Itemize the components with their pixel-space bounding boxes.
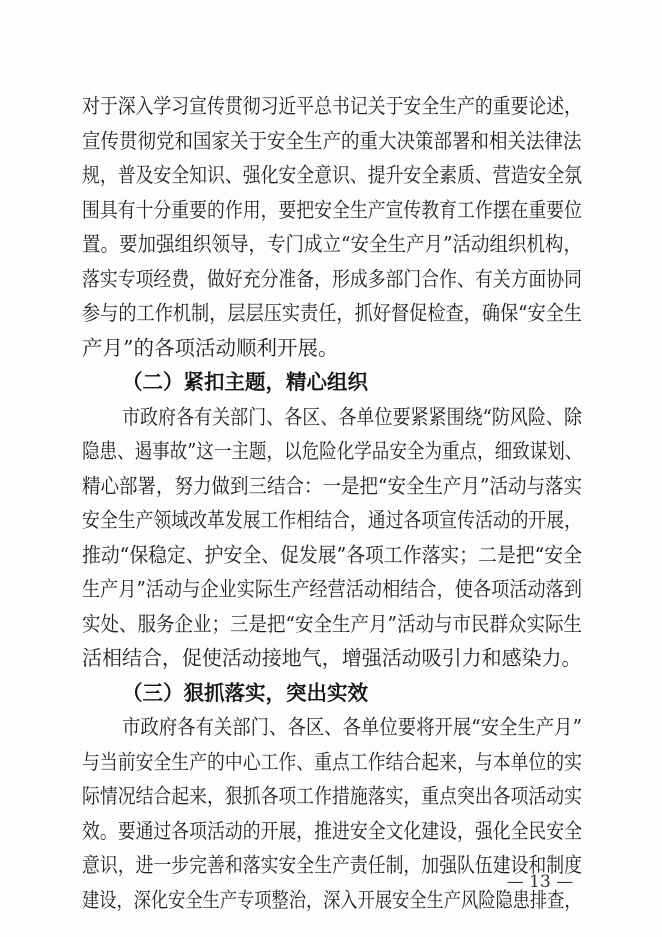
text-line: 际情况结合起来，狠抓各项工作措施落实，重点突出各项活动实 bbox=[82, 784, 582, 808]
text-line: 精心部署，努力做到三结合：一是把“安全生产月”活动与落实 bbox=[82, 473, 582, 498]
text-line: 实处、服务企业；三是把“安全生产月”活动与市民群众实际生 bbox=[82, 611, 582, 636]
text-line: 隐患、遏事故”这一主题，以危险化学品安全为重点，细致谋划、 bbox=[82, 439, 583, 463]
text-line: 推动“保稳定、护安全、促发展”各项工作落实；二是把“安全 bbox=[82, 542, 582, 567]
text-line: 市政府各有关部门、各区、各单位要将开展“安全生产月” bbox=[122, 715, 582, 739]
page-number: — 13 — bbox=[506, 872, 574, 892]
section-heading: （二）紧扣主题，精心组织 bbox=[122, 370, 368, 394]
section-heading: （三）狠抓落实，突出实效 bbox=[122, 680, 368, 705]
text-line: 安全生产领域改革发展工作相结合，通过各项宣传活动的开展， bbox=[82, 508, 582, 532]
text-line: 宣传贯彻党和国家关于安全生产的重大决策部署和相关法律法 bbox=[82, 128, 582, 153]
text-line: 建设，深化安全生产专项整治，深入开展安全生产风险隐患排查， bbox=[82, 887, 582, 912]
text-line: 生产月”活动与企业实际生产经营活动相结合，使各项活动落到 bbox=[82, 577, 582, 601]
text-line: 置。要加强组织领导，专门成立“安全生产月”活动组织机构， bbox=[82, 232, 582, 256]
text-line: 效。要通过各项活动的开展，推进安全文化建设，强化全民安全 bbox=[82, 818, 582, 843]
text-line: 围具有十分重要的作用，要把安全生产宣传教育工作摆在重要位 bbox=[82, 197, 582, 222]
text-line: 落实专项经费，做好充分准备，形成多部门合作、有关方面协同 bbox=[82, 266, 582, 291]
text-line: 产月”的各项活动顺利开展。 bbox=[82, 335, 339, 360]
text-line: 活相结合，促使活动接地气，增强活动吸引力和感染力。 bbox=[82, 646, 582, 670]
text-line: 参与的工作机制，层层压实责任，抓好督促检查，确保“安全生 bbox=[82, 301, 582, 325]
text-line: 市政府各有关部门、各区、各单位要紧紧围绕“防风险、除 bbox=[122, 404, 582, 429]
text-line: 意识，进一步完善和落实安全生产责任制，加强队伍建设和制度 bbox=[82, 853, 582, 877]
text-line: 对于深入学习宣传贯彻习近平总书记关于安全生产的重要论述， bbox=[82, 94, 582, 118]
text-line: 规，普及安全知识、强化安全意识、提升安全素质、营造安全氛 bbox=[82, 163, 582, 187]
text-line: 与当前安全生产的中心工作、重点工作结合起来，与本单位的实 bbox=[82, 749, 582, 774]
